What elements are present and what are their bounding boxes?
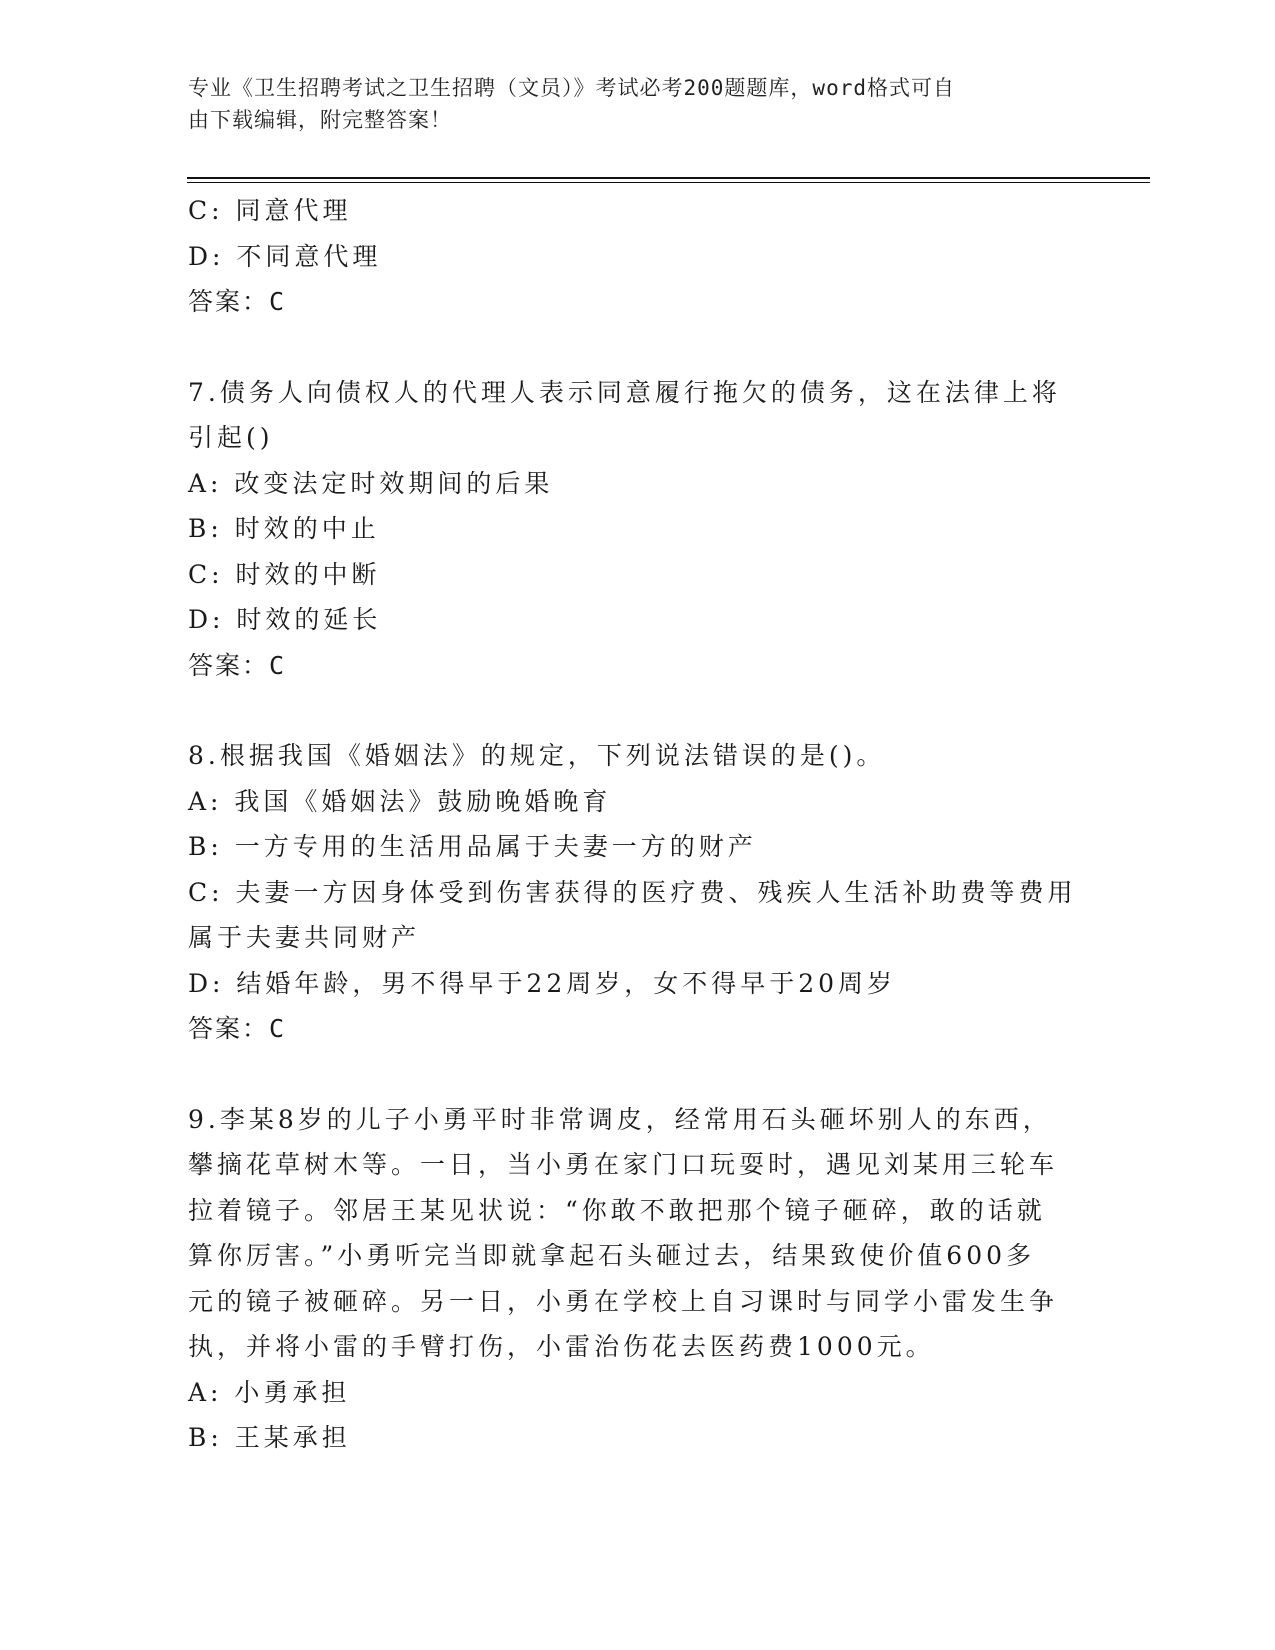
header-divider-thick (187, 177, 1150, 179)
option-d: D: 时效的延长 (188, 605, 382, 634)
option-c: C: 夫妻一方因身体受到伤害获得的医疗费、残疾人生活补助费等费用 (188, 877, 1077, 907)
question-content (188, 188, 1078, 1461)
option-b: B: 时效的中止 (188, 514, 380, 543)
header-divider-thin (187, 182, 1150, 183)
question-8 (188, 733, 1078, 1052)
question-stem: 7.债务人向债权人的代理人表示同意履行拖欠的债务，这在法律上将 (188, 377, 1061, 407)
option-b: B: 王某承担 (188, 1423, 351, 1452)
answer: 答案：C (188, 1014, 287, 1043)
question-stem-cont: 拉着镜子。邻居王某见状说：“你敢不敢把那个镜子砸碎，敢的话就 (188, 1195, 1046, 1225)
answer: 答案：C (188, 650, 287, 680)
question-stem-cont: 算你厉害。”小勇听完当即就拿起石头砸过去，结果致使价值600多 (188, 1241, 1036, 1270)
question-stem: 8.根据我国《婚姻法》的规定，下列说法错误的是()。 (188, 741, 886, 770)
option-d: D: 结婚年龄，男不得早于22周岁，女不得早于20周岁 (188, 968, 897, 998)
question-stem-cont: 元的镜子被砸碎。另一日，小勇在学校上自习课时与同学小雷发生争 (188, 1286, 1059, 1316)
document-header (188, 72, 1088, 136)
question-stem-cont: 攀摘花草树木等。一日，当小勇在家门口玩耍时，遇见刘某用三轮车 (188, 1150, 1059, 1179)
option-a: A: 改变法定时效期间的后果 (188, 468, 554, 498)
answer: 答案：C (188, 287, 287, 316)
option-b: B: 一方专用的生活用品属于夫妻一方的财产 (188, 832, 757, 861)
option-a: A: 我国《婚姻法》鼓励晚婚晚育 (188, 786, 612, 816)
question-7 (188, 370, 1078, 689)
question-stem-cont: 执，并将小雷的手臂打伤，小雷治伤花去医药费1000元。 (188, 1332, 935, 1361)
question-stem: 9.李某8岁的儿子小勇平时非常调皮，经常用石头砸坏别人的东西， (188, 1104, 1052, 1134)
option-c: C: 时效的中断 (188, 559, 381, 589)
option-d: D: 不同意代理 (188, 241, 382, 271)
spacer (188, 688, 1078, 733)
option-c: C: 同意代理 (188, 196, 352, 225)
spacer (188, 325, 1078, 370)
question-6-tail (188, 188, 1078, 325)
header-line-1: 专业《卫生招聘考试之卫生招聘（文员）》考试必考200题题库，word格式可自 (188, 76, 955, 100)
spacer (188, 1052, 1078, 1097)
question-stem-cont: 引起() (188, 423, 274, 452)
question-9 (188, 1097, 1078, 1461)
header-line-2: 由下载编辑，附完整答案！ (188, 108, 452, 132)
option-c-cont: 属于夫妻共同财产 (188, 923, 421, 952)
option-a: A: 小勇承担 (188, 1377, 351, 1407)
